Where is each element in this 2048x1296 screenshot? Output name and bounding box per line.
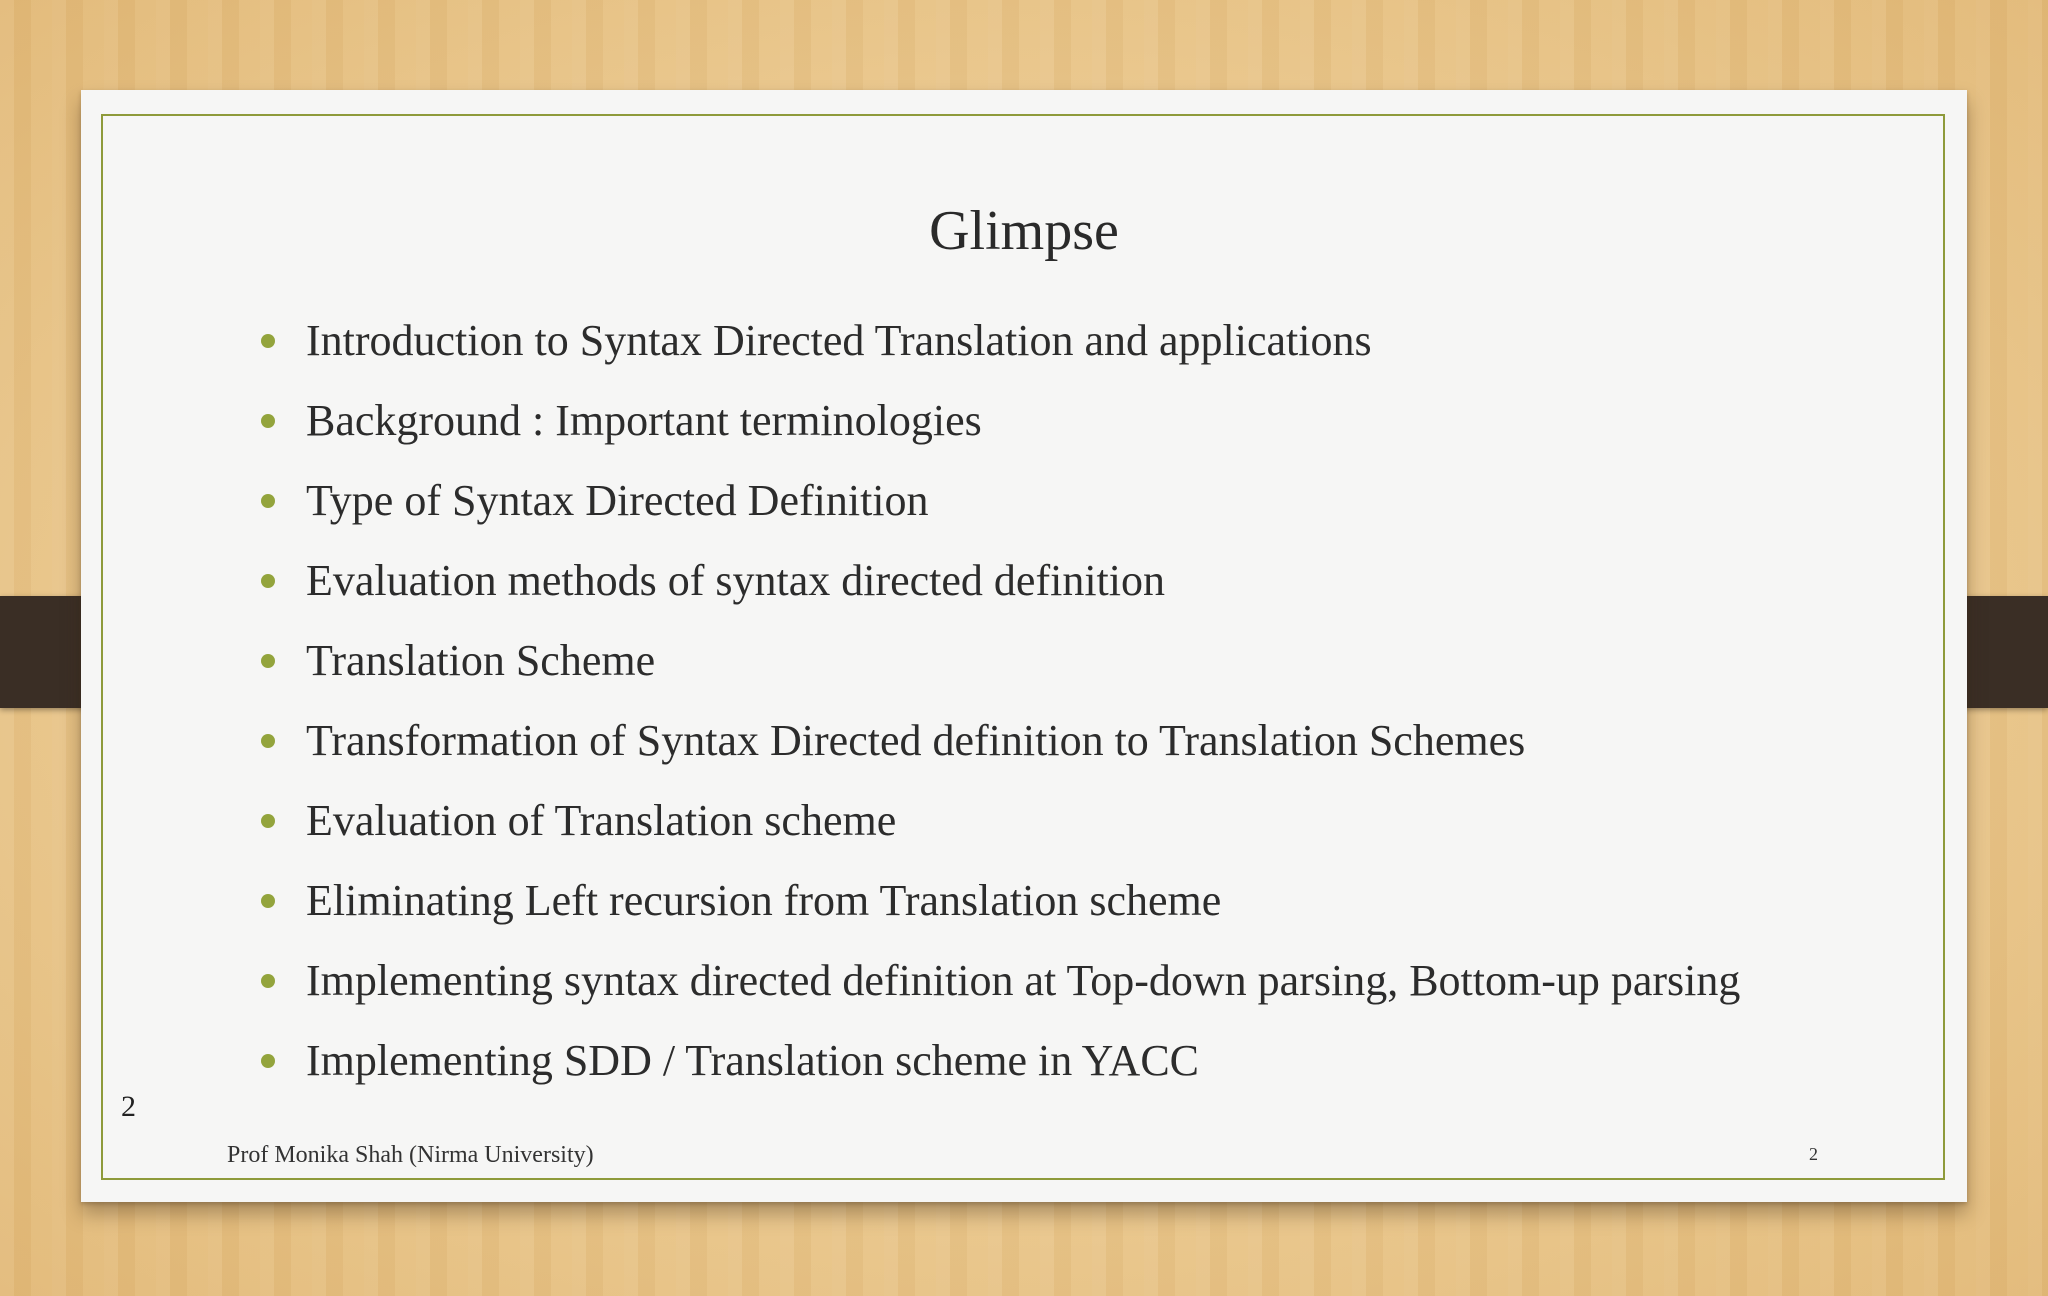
bullet-dot-icon: [261, 654, 275, 668]
bullet-dot-icon: [261, 334, 275, 348]
bullet-dot-icon: [261, 1054, 275, 1068]
bullet-item: [261, 1034, 1740, 1114]
slide-title: Glimpse: [929, 200, 1119, 262]
bullet-text: Implementing SDD / Translation scheme in YACC: [306, 1036, 1200, 1085]
slide-paper: [81, 90, 1967, 1202]
bullet-text: Implementing syntax directed definition at Top-down parsing, Bottom-up parsing: [306, 956, 1741, 1005]
bullet-item: [261, 954, 1740, 1034]
bullet-text: Translation Scheme: [306, 636, 656, 685]
bullet-dot-icon: [261, 894, 275, 908]
bullet-dot-icon: [261, 414, 275, 428]
bullet-item: [261, 474, 1740, 554]
bullet-dot-icon: [261, 814, 275, 828]
bullet-item: [261, 714, 1740, 794]
bullet-dot-icon: [261, 974, 275, 988]
bullet-text: Transformation of Syntax Directed definition to Translation Schemes: [306, 716, 1526, 765]
bullet-item: [261, 794, 1740, 874]
bullet-list: [261, 314, 1740, 1114]
slide-number-left: 2: [121, 1090, 136, 1123]
bullet-item: [261, 554, 1740, 634]
bullet-dot-icon: [261, 494, 275, 508]
bullet-item: [261, 634, 1740, 714]
bullet-dot-icon: [261, 734, 275, 748]
bullet-text: Evaluation methods of syntax directed definition: [306, 556, 1166, 605]
bullet-item: [261, 394, 1740, 474]
bullet-text: Background : Important terminologies: [306, 396, 982, 445]
bullet-text: Introduction to Syntax Directed Translation and applications: [306, 316, 1372, 365]
bullet-item: [261, 874, 1740, 954]
bullet-text: Evaluation of Translation scheme: [306, 796, 897, 845]
slide-number-right: 2: [1809, 1144, 1818, 1164]
bullet-item: [261, 314, 1740, 394]
footer-text: Prof Monika Shah (Nirma University): [227, 1142, 594, 1168]
bullet-dot-icon: [261, 574, 275, 588]
bullet-text: Eliminating Left recursion from Translation scheme: [306, 876, 1222, 925]
bullet-text: Type of Syntax Directed Definition: [306, 476, 929, 525]
